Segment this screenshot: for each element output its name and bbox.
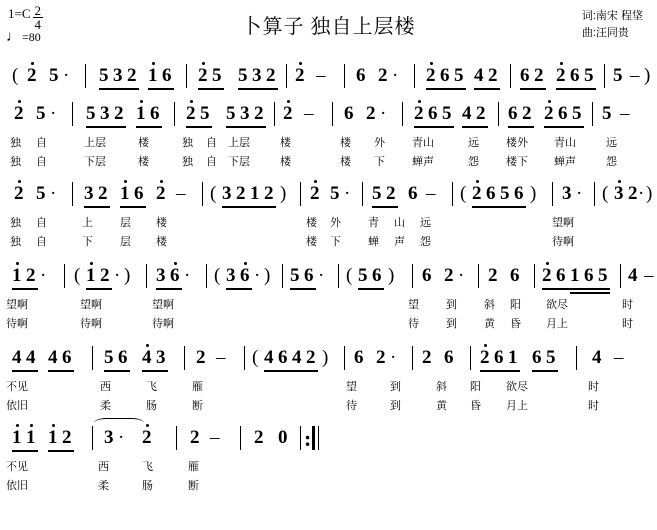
lyric-row-top: 望啊 望啊 望啊 望 到 斜 阳 欲尽 时 (6, 299, 633, 311)
lyric-row-bottom: 依旧 柔 肠 断 待 到 黄 昏 月上 时 (6, 400, 599, 412)
credits (582, 8, 643, 42)
lyric-row-bottom: 独 自 下 层 楼 楼 下 蝉 声 怨 待啊 (10, 236, 574, 248)
music-system-verse1 (0, 100, 657, 172)
music-system-intro (0, 62, 657, 96)
note-row: 2 5 · 3 2 1 6 2 – ( 3 2 1 2 ) 2 5 · 5 2 6 – ( 2 6 5 6 ) 3 · ( 3 2 · ) (0, 180, 657, 214)
lyricist-credit: 词:南宋 程垡 (581, 10, 643, 22)
tempo-value: =80 (22, 30, 41, 44)
lyric-row-bottom: 独 自 下层 楼 独 自 下层 楼 楼 下 蝉声 怨 楼下 蝉声 怨 (10, 156, 617, 168)
lyric-row-bottom: 依旧 柔 肠 断 (6, 480, 199, 492)
lyric-row-top: 不见 西 飞 雁 望 到 斜 阳 欲尽 时 (6, 381, 599, 393)
note-row: ( 2 5 · 5 3 2 1 6 2 5 5 3 2 2 – 6 2 · 2 6 5 4 2 6 2 2 6 5 5 – ) (0, 62, 657, 96)
note-row: 2 5 · 5 3 2 1 6 2 5 5 3 2 2 – 6 2 · 2 6 5 4 2 6 2 2 6 5 5 – (0, 100, 657, 134)
music-system-verse3 (0, 262, 657, 334)
music-system-ending (0, 424, 657, 496)
note-row: 1 2 · ( 1 2 · ) 3 6 · ( 3 6 · ) 5 6 · ( 5 6 ) 6 2 · 2 6 2 6 1 6 5 4 – (0, 262, 657, 296)
note-row: 1 1 1 2 3 · 2 2 – 2 0 : (0, 424, 657, 458)
quarter-note-icon: ♩ (6, 29, 21, 45)
note-row: 4 4 4 6 5 6 4 3 2 – ( 4 6 4 2 ) 6 2 · 2 6 2 6 1 6 5 4 – (0, 344, 657, 378)
music-system-verse4 (0, 344, 657, 416)
lyric-row-top: 独 自 上层 楼 独 自 上层 楼 楼 外 青山 远 楼外 青山 远 (10, 137, 617, 149)
page-title: 卜算子 独自上层楼 (241, 16, 416, 38)
meter-denominator: 4 (34, 17, 42, 32)
composer-credit: 曲:汪同贵 (581, 27, 629, 40)
lyric-row-bottom: 待啊 待啊 待啊 待 到 黄 昏 月上 时 (6, 318, 633, 330)
meter-numerator: 2 (34, 3, 42, 18)
key-signature: 1=C (8, 6, 31, 21)
lyric-row-top: 独 自 上 层 楼 楼 外 青 山 远 望啊 (10, 217, 574, 229)
lyric-row-top: 不见 西 飞 雁 (6, 461, 199, 473)
music-system-verse2 (0, 180, 657, 252)
